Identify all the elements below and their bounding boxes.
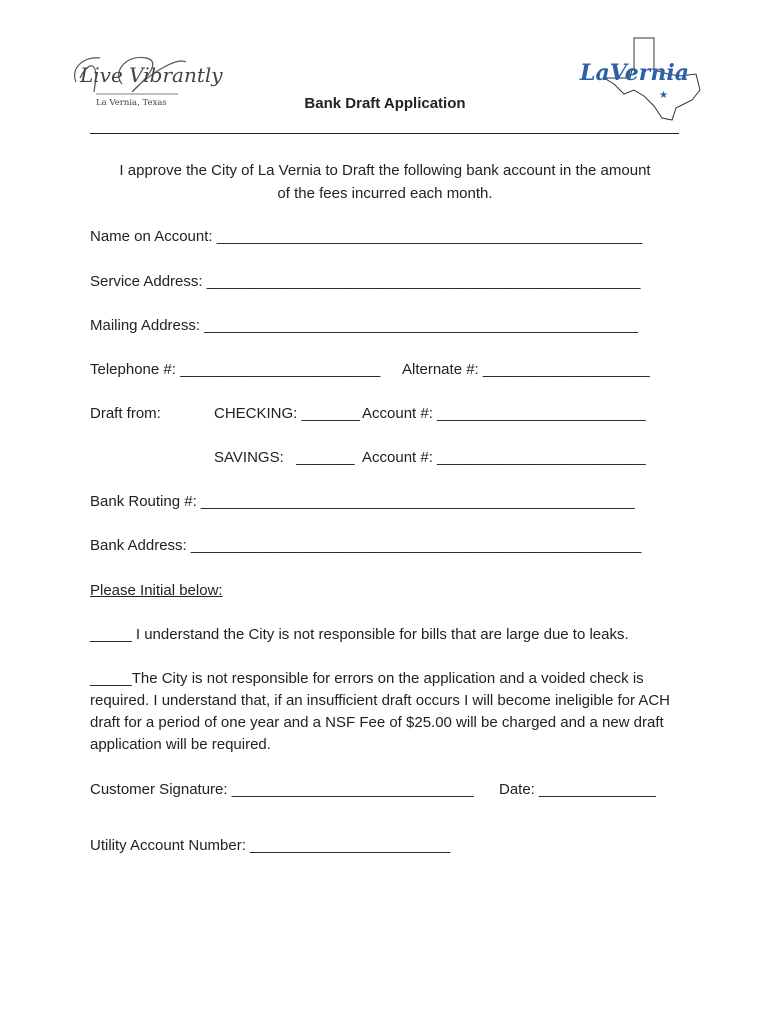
logo-wordmark: LaVernia (580, 60, 689, 86)
checking-account-field[interactable]: Account #: _________________________ (362, 405, 646, 422)
title-divider (90, 133, 679, 134)
initial-item-leaks[interactable]: _____ I understand the City is not responsible for bills that are large due to leaks. (90, 626, 629, 643)
intro-line-1: I approve the City of La Vernia to Draft the following bank account in the amount (119, 162, 651, 179)
logo-script-text: Live Vibrantly (80, 63, 223, 87)
alternate-phone-field[interactable]: Alternate #: ____________________ (402, 361, 650, 378)
bank-routing-field[interactable]: Bank Routing #: ____________________________________________________ (90, 493, 635, 510)
intro-line-2: of the fees incurred each month. (277, 185, 493, 202)
initial-item-errors[interactable]: _____The City is not responsible for errors on the application and a voided check is required. I understand that, if an insufficient draft occurs I will become ineligible for ACH draft for a period of one year and a NSF Fee of $25.00 will be charged and a new draft application will be required. (90, 670, 671, 753)
name-on-account-field[interactable]: Name on Account: ___________________________________________________ (90, 228, 643, 245)
initial-heading: Please Initial below: (90, 582, 223, 599)
service-address-field[interactable]: Service Address: ____________________________________________________ (90, 273, 641, 290)
savings-field[interactable]: SAVINGS: _______ (214, 449, 355, 466)
logo-caption: La Vernia, Texas (96, 98, 167, 108)
date-field[interactable]: Date: ______________ (499, 781, 656, 798)
bank-address-field[interactable]: Bank Address: ______________________________________________________ (90, 537, 642, 554)
customer-signature-field[interactable]: Customer Signature: _____________________________ (90, 781, 474, 798)
checking-field[interactable]: CHECKING: _______ (214, 405, 360, 422)
telephone-field[interactable]: Telephone #: ________________________ (90, 361, 381, 378)
draft-from-label: Draft from: (90, 405, 161, 422)
page-title: Bank Draft Application (304, 95, 466, 112)
star-icon: ★ (659, 90, 668, 101)
mailing-address-field[interactable]: Mailing Address: ____________________________________________________ (90, 317, 639, 334)
utility-account-field[interactable]: Utility Account Number: ________________________ (90, 837, 451, 854)
savings-account-field[interactable]: Account #: _________________________ (362, 449, 646, 466)
